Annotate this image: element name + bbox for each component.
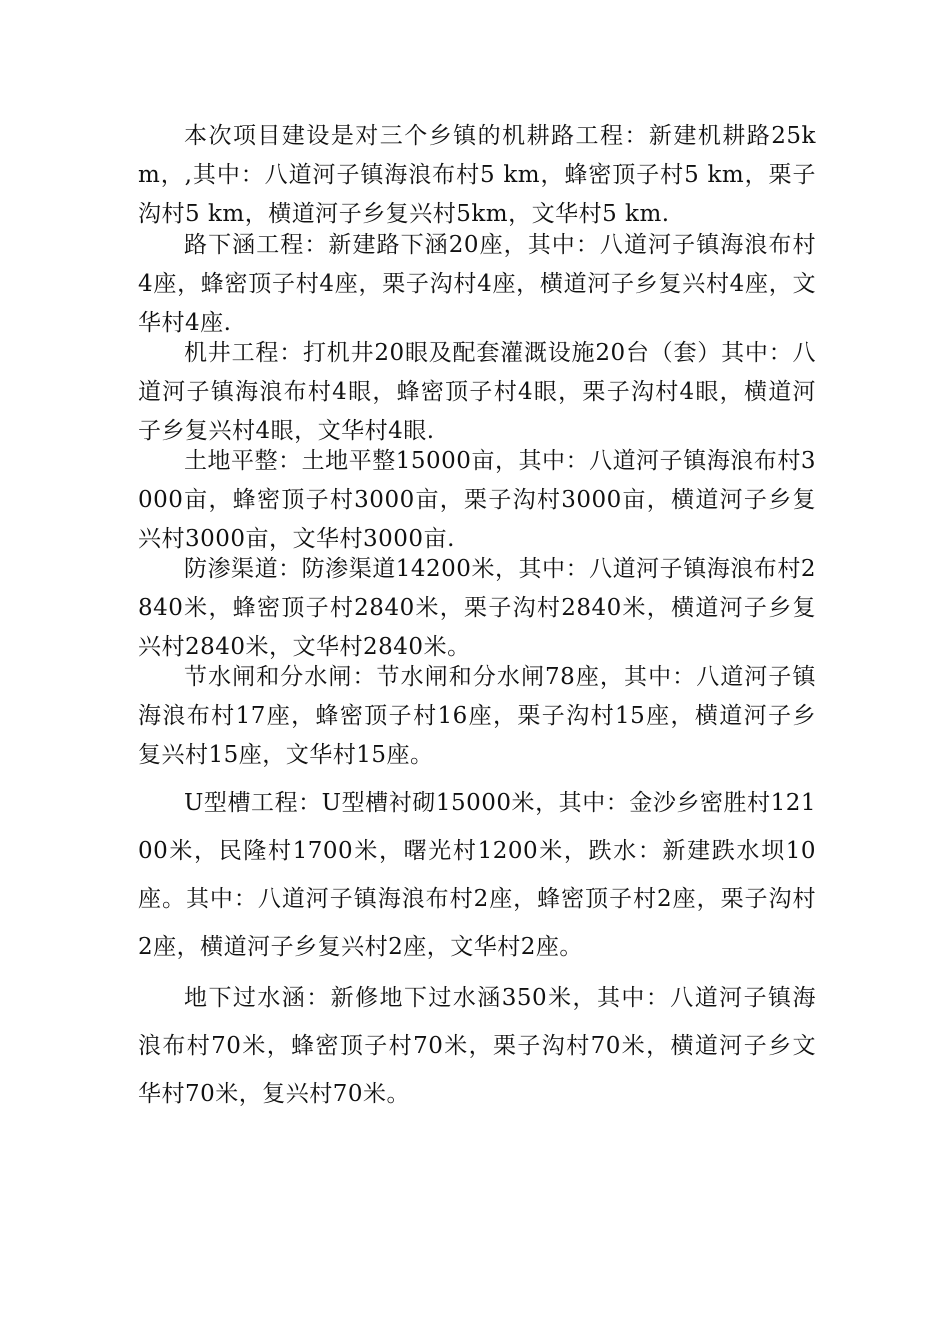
- paragraph-land-leveling: 土地平整：土地平整15000亩，其中：八道河子镇海浪布村3000亩，蜂密顶子村3000亩，栗子沟村3000亩，横道河子乡复兴村3000亩，文华村3000亩.: [138, 448, 816, 552]
- paragraph-u-channel: U型槽工程：U型槽衬砌15000米，其中：金沙乡密胜村12100米，民隆村1700米，曙光村1200米，跌水：新建跌水坝10座。其中：八道河子镇海浪布村2座，蜂密顶子村2座，栗子沟村2座，横道河子乡复兴村2座，文华村2座。: [138, 790, 816, 960]
- paragraph-seepage-channel: 防渗渠道：防渗渠道14200米，其中：八道河子镇海浪布村2840米，蜂密顶子村2840米，栗子沟村2840米，横道河子乡复兴村2840米，文华村2840米。: [138, 556, 816, 660]
- paragraph-well: 机井工程：打机井20眼及配套灌溉设施20台（套）其中：八道河子镇海浪布村4眼，蜂密顶子村4眼，栗子沟村4眼，横道河子乡复兴村4眼，文华村4眼.: [138, 340, 816, 444]
- paragraph-underground-culvert: 地下过水涵：新修地下过水涵350米，其中：八道河子镇海浪布村70米，蜂密顶子村70米，栗子沟村70米，横道河子乡文华村70米，复兴村70米。: [138, 985, 816, 1107]
- paragraph-sluice-gates: 节水闸和分水闸：节水闸和分水闸78座，其中：八道河子镇海浪布村17座，蜂密顶子村16座，栗子沟村15座，横道河子乡复兴村15座，文华村15座。: [138, 664, 816, 768]
- paragraph-culvert: 路下涵工程：新建路下涵20座，其中：八道河子镇海浪布村4座，蜂密顶子村4座，栗子沟村4座，横道河子乡复兴村4座，文华村4座.: [138, 232, 816, 336]
- paragraph-machine-road: 本次项目建设是对三个乡镇的机耕路工程：新建机耕路25km，,其中：八道河子镇海浪布村5 km，蜂密顶子村5 km，栗子沟村5 km，横道河子乡复兴村5km，文华村5 km.: [138, 123, 816, 227]
